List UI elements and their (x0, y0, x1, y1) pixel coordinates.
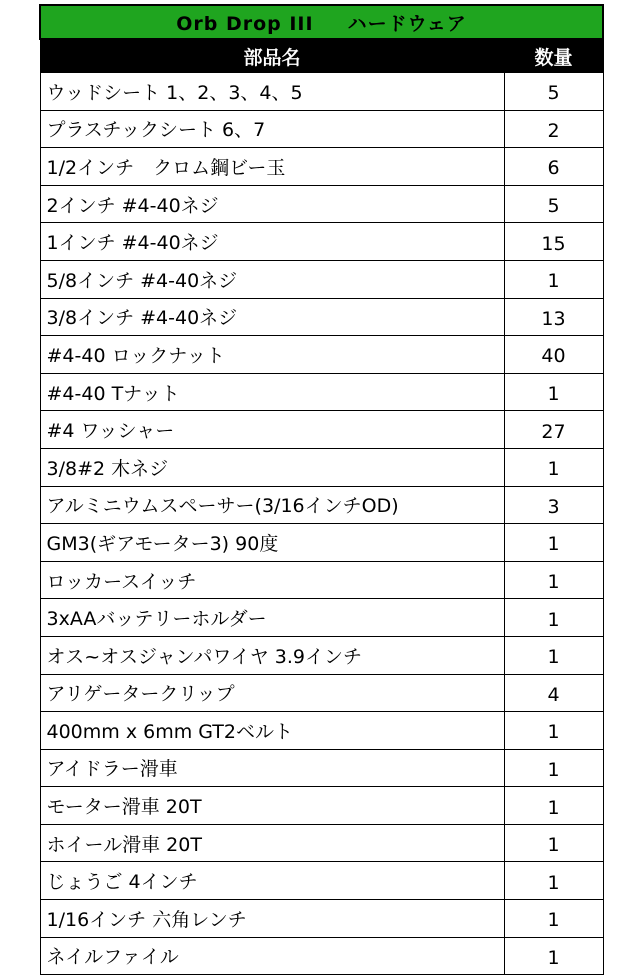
part-quantity: 1 (504, 260, 603, 298)
table-row (40, 561, 603, 599)
part-name: 400mm x 6mm GT2ベルト (40, 712, 504, 750)
part-name: モーター滑車 20T (40, 787, 504, 825)
part-quantity: 40 (504, 336, 603, 374)
part-name: ロッカースイッチ (40, 561, 504, 599)
part-quantity: 15 (504, 223, 603, 261)
part-quantity: 1 (504, 749, 603, 787)
part-name: 3/8インチ #4-40ネジ (40, 298, 504, 336)
header-row (40, 39, 603, 73)
table-row (40, 749, 603, 787)
table-row (40, 298, 603, 336)
table-row (40, 223, 603, 261)
hardware-parts-table (39, 4, 604, 975)
column-header-qty: 数量 (504, 39, 603, 73)
part-quantity: 1 (504, 937, 603, 975)
part-quantity: 3 (504, 486, 603, 524)
table-row (40, 448, 603, 486)
part-quantity: 5 (504, 185, 603, 223)
part-name: 5/8インチ #4-40ネジ (40, 260, 504, 298)
part-name: #4-40 ロックナット (40, 336, 504, 374)
table-row (40, 674, 603, 712)
table-row (40, 900, 603, 938)
part-name: アリゲータークリップ (40, 674, 504, 712)
part-name: ネイルファイル (40, 937, 504, 975)
table-row (40, 787, 603, 825)
part-quantity: 1 (504, 524, 603, 562)
part-quantity: 4 (504, 674, 603, 712)
part-name: オス~オスジャンパワイヤ 3.9インチ (40, 636, 504, 674)
part-quantity: 1 (504, 900, 603, 938)
table-row (40, 636, 603, 674)
part-quantity: 27 (504, 411, 603, 449)
part-quantity: 2 (504, 110, 603, 148)
part-quantity: 5 (504, 73, 603, 111)
part-quantity: 1 (504, 599, 603, 637)
table-row (40, 824, 603, 862)
table-row (40, 937, 603, 975)
table-row (40, 73, 603, 111)
part-name: 1/16インチ 六角レンチ (40, 900, 504, 938)
part-quantity: 1 (504, 787, 603, 825)
part-quantity: 1 (504, 712, 603, 750)
part-name: アルミニウムスペーサー(3/16インチOD) (40, 486, 504, 524)
part-name: 2インチ #4-40ネジ (40, 185, 504, 223)
part-quantity: 6 (504, 148, 603, 186)
part-quantity: 1 (504, 862, 603, 900)
part-name: 1インチ #4-40ネジ (40, 223, 504, 261)
table-row (40, 336, 603, 374)
part-name: ウッドシート 1、2、3、4、5 (40, 73, 504, 111)
part-quantity: 1 (504, 636, 603, 674)
part-name: 1/2インチ クロム鋼ビー玉 (40, 148, 504, 186)
part-quantity: 1 (504, 373, 603, 411)
part-name: #4-40 Tナット (40, 373, 504, 411)
part-name: ホイール滑車 20T (40, 824, 504, 862)
title-product: Orb Drop III (176, 12, 314, 35)
table-row (40, 712, 603, 750)
part-name: アイドラー滑車 (40, 749, 504, 787)
column-header-name: 部品名 (40, 39, 504, 73)
table-row (40, 185, 603, 223)
part-quantity: 13 (504, 298, 603, 336)
part-quantity: 1 (504, 448, 603, 486)
title-section: ハードウェア (347, 12, 467, 35)
table-row (40, 524, 603, 562)
table-row (40, 373, 603, 411)
part-name: #4 ワッシャー (40, 411, 504, 449)
table-row (40, 260, 603, 298)
title-row (40, 5, 603, 39)
parts-list (40, 73, 603, 975)
table-row (40, 599, 603, 637)
table-row (40, 411, 603, 449)
table-row (40, 110, 603, 148)
table-title (40, 5, 603, 39)
table-row (40, 862, 603, 900)
table-row (40, 148, 603, 186)
part-name: プラスチックシート 6、7 (40, 110, 504, 148)
part-name: 3/8#2 木ネジ (40, 448, 504, 486)
table-row (40, 486, 603, 524)
part-quantity: 1 (504, 824, 603, 862)
part-name: じょうご 4インチ (40, 862, 504, 900)
part-name: GM3(ギアモーター3) 90度 (40, 524, 504, 562)
part-name: 3xAAバッテリーホルダー (40, 599, 504, 637)
part-quantity: 1 (504, 561, 603, 599)
